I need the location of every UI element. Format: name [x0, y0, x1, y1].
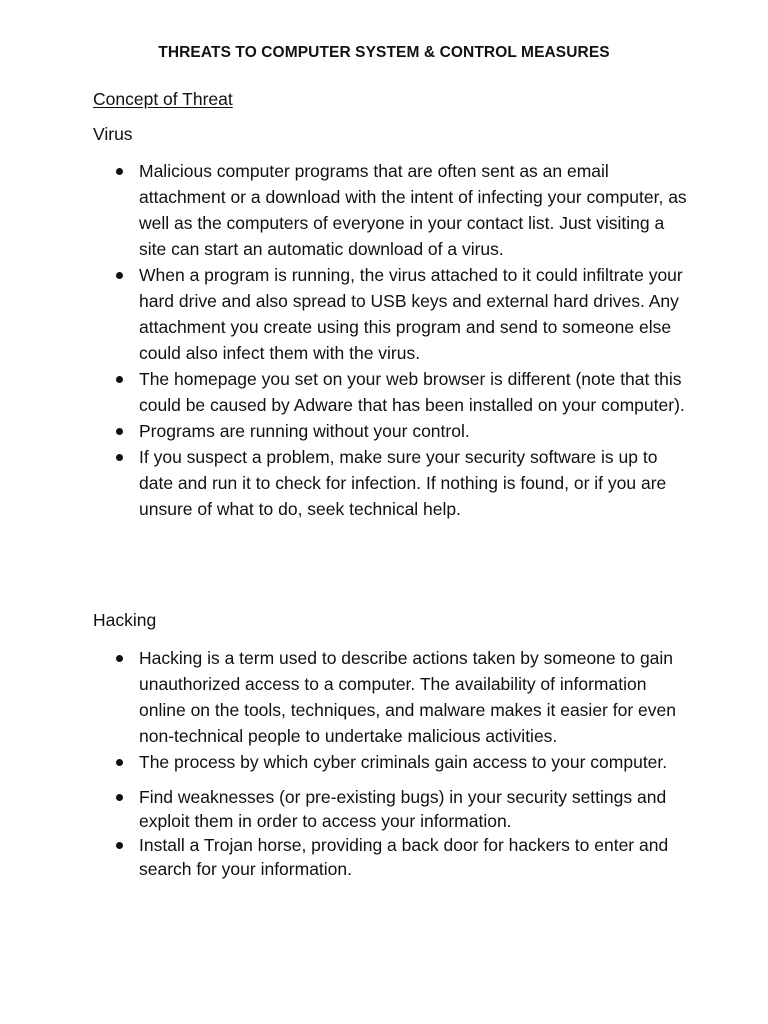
hacking-heading: Hacking [93, 610, 157, 630]
bullet-icon [116, 794, 123, 801]
bullet-icon [116, 168, 123, 175]
list-item [0, 749, 768, 775]
list-item-text: Programs are running without your control. [139, 421, 470, 441]
list-item [0, 366, 768, 418]
list-item-text: If you suspect a problem, make sure your security software is up to date and run it to check for infection. If nothing is found, or if you are unsure of what to do, seek technical help. [139, 447, 667, 519]
bullet-icon [116, 376, 123, 383]
concept-heading: Concept of Threat [93, 89, 233, 109]
page-title: THREATS TO COMPUTER SYSTEM & CONTROL MEASURES [158, 44, 610, 61]
list-item [0, 418, 768, 444]
list-item-text: Find weaknesses (or pre-existing bugs) in your security settings and exploit them in order to access your information. [139, 787, 667, 831]
list-item [0, 785, 768, 833]
list-item [0, 262, 768, 366]
list-item-text: Hacking is a term used to describe actions taken by someone to gain unauthorized access to a computer. The availability of information online on the tools, techniques, and malware makes it easier for even non-technical people to undertake malicious activities. [139, 648, 676, 746]
bullet-icon [116, 842, 123, 849]
bullet-icon [116, 428, 123, 435]
bullet-icon [116, 759, 123, 766]
hacking-bullet-list [0, 645, 768, 881]
list-item-text: The process by which cyber criminals gain access to your computer. [139, 752, 668, 772]
list-item-text: Install a Trojan horse, providing a back door for hackers to enter and search for your information. [139, 835, 669, 879]
bullet-icon [116, 655, 123, 662]
virus-bullet-list [0, 158, 768, 522]
list-item [0, 833, 768, 881]
bullet-icon [116, 272, 123, 279]
virus-heading: Virus [93, 124, 133, 144]
list-item [0, 444, 768, 522]
list-item-text: The homepage you set on your web browser is different (note that this could be caused by Adware that has been installed on your computer). [139, 369, 685, 415]
list-item [0, 158, 768, 262]
bullet-icon [116, 454, 123, 461]
list-item-text: When a program is running, the virus attached to it could infiltrate your hard drive and also spread to USB keys and external hard drives. Any attachment you create using this program and send to someone else could also infect them with the virus. [139, 265, 683, 363]
list-item [0, 645, 768, 749]
list-item-text: Malicious computer programs that are often sent as an email attachment or a download with the intent of infecting your computer, as well as the computers of everyone in your contact list. Just visiting a site can start an automatic download of a virus. [139, 161, 687, 259]
